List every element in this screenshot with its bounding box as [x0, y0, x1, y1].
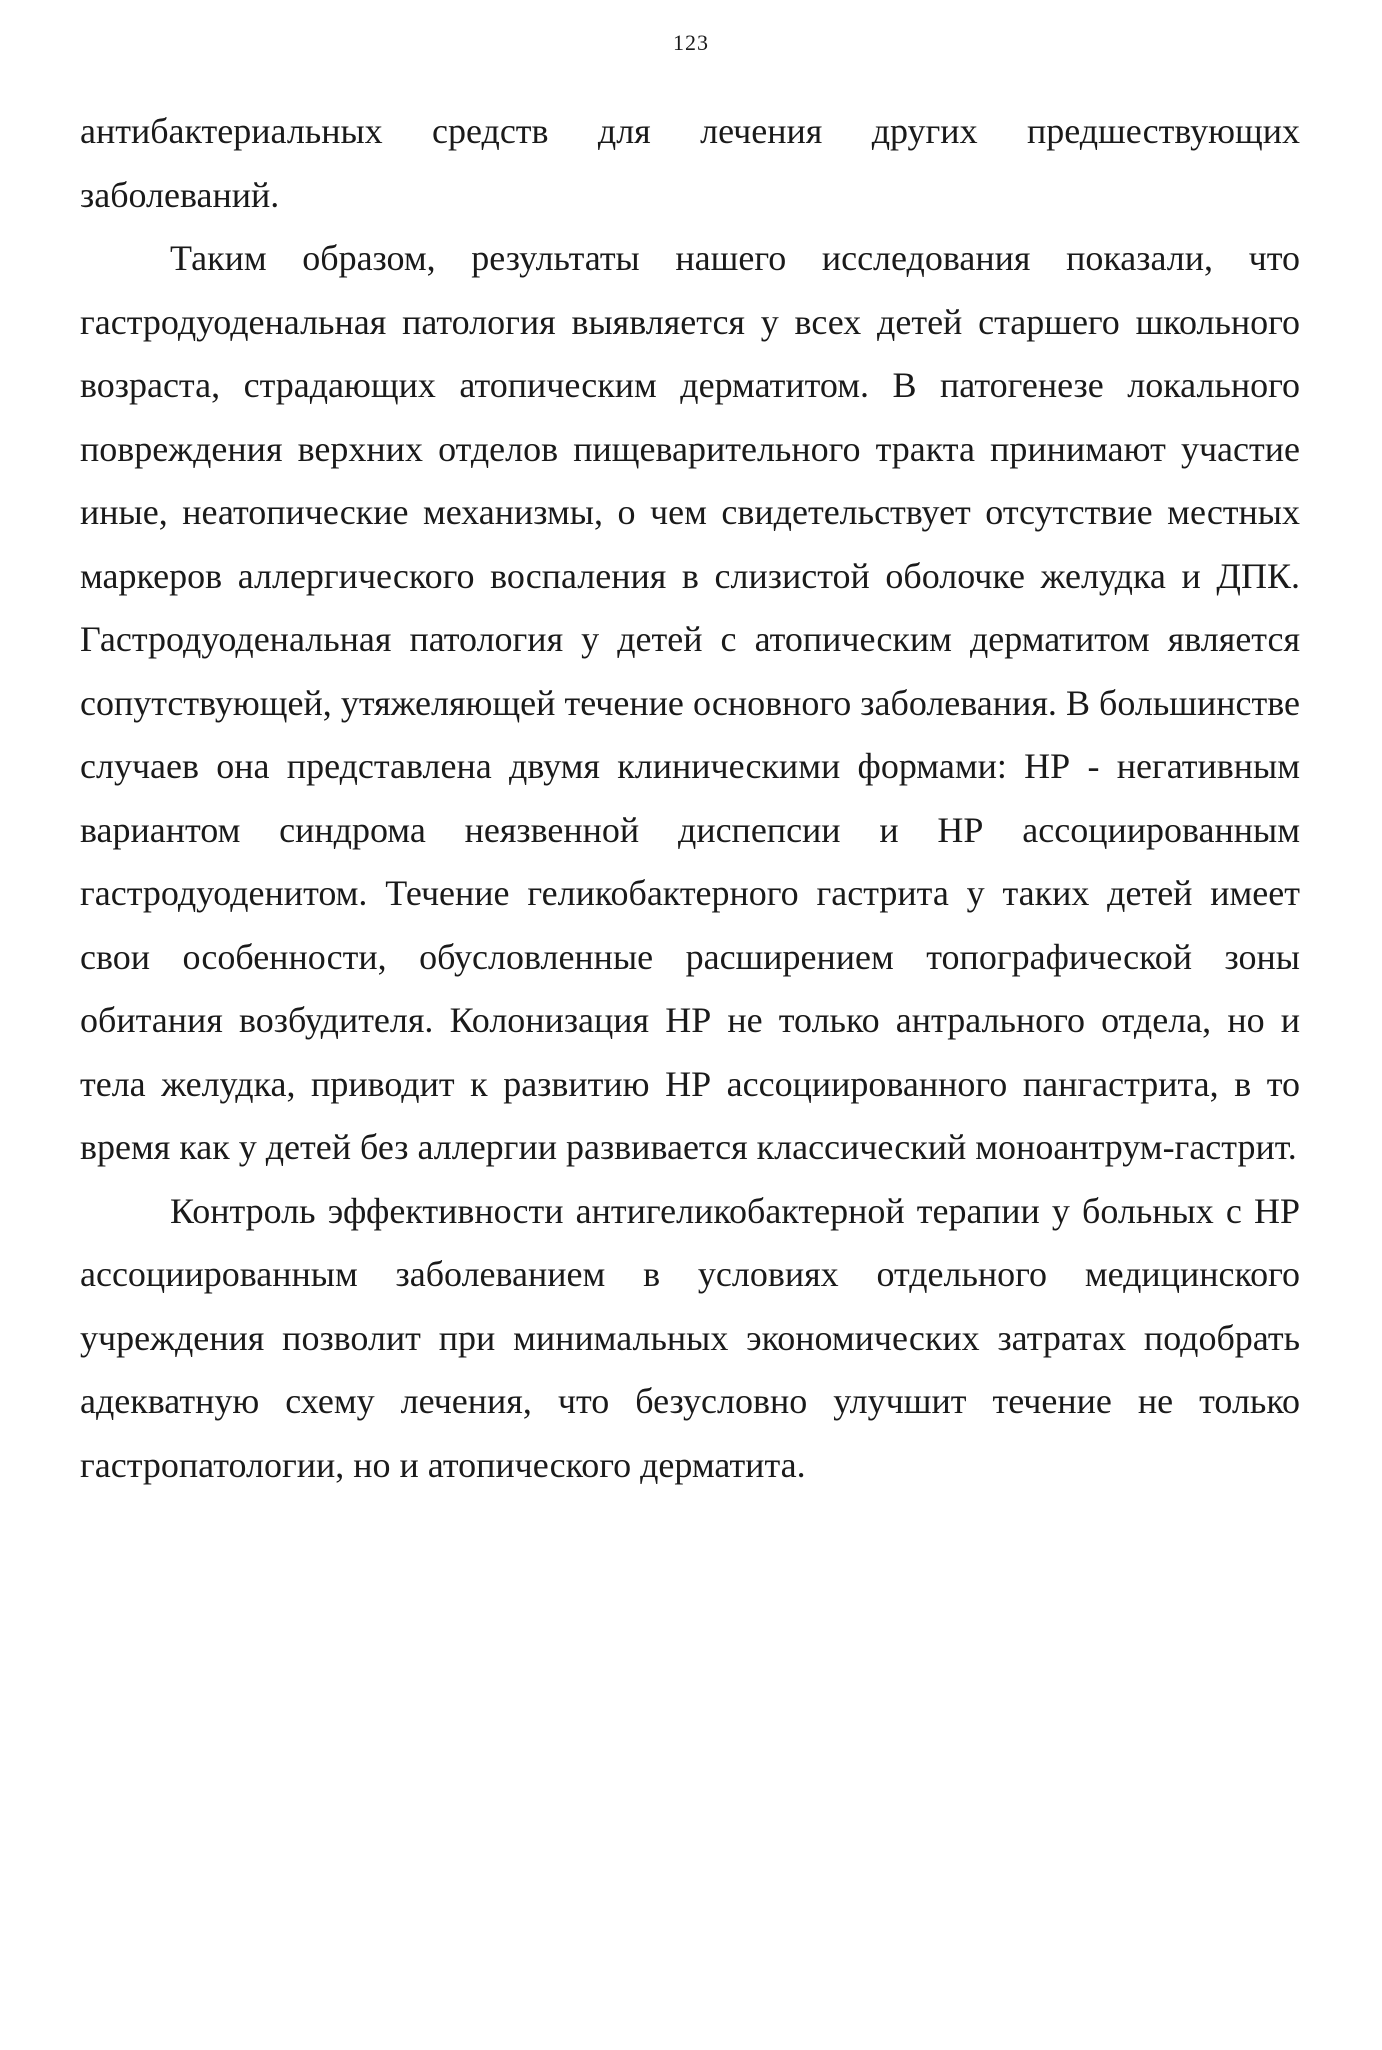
paragraph-conclusion-results: Таким образом, результаты нашего исследования показали, что гастродуоденальная патология выявляется у всех детей старшего школьного возраста, страдающих атопическим дерматитом. В патогенезе локального повреждения верхних отделов пищеварительного тракта принимают участие иные, неатопические механизмы, о чем свидетельствует отсутствие местных маркеров аллергического воспаления в слизистой оболочке желудка и ДПК. Гастродуоденальная патология у детей с атопическим дерматитом является сопутствующей, утяжеляющей течение основного заболевания. В большинстве случаев она представлена двумя клиническими формами: НР - негативным вариантом синдрома неязвенной диспепсии и НР ассоциированным гастродуоденитом. Течение геликобактерного гастрита у таких детей имеет свои особенности, обусловленные расширением топографической зоны обитания возбудителя. Колонизация НР не только антрального отдела, но и тела желудка, приводит к развитию НР ассоциированного пангастрита, в то время как у детей без аллергии развивается классический моноантрум-гастрит.: [80, 238, 1300, 1167]
body-text: [80, 100, 1300, 1497]
paragraph-continuation: антибактериальных средств для лечения других предшествующих заболеваний.: [80, 111, 1300, 215]
page-number: 123: [673, 30, 709, 55]
paragraph-conclusion-therapy: Контроль эффективности антигеликобактерной терапии у больных с НР ассоциированным заболеванием в условиях отдельного медицинского учреждения позволит при минимальных экономических затратах подобрать адекватную схему лечения, что безусловно улучшит течение не только гастропатологии, но и атопического дерматита.: [80, 1190, 1300, 1485]
